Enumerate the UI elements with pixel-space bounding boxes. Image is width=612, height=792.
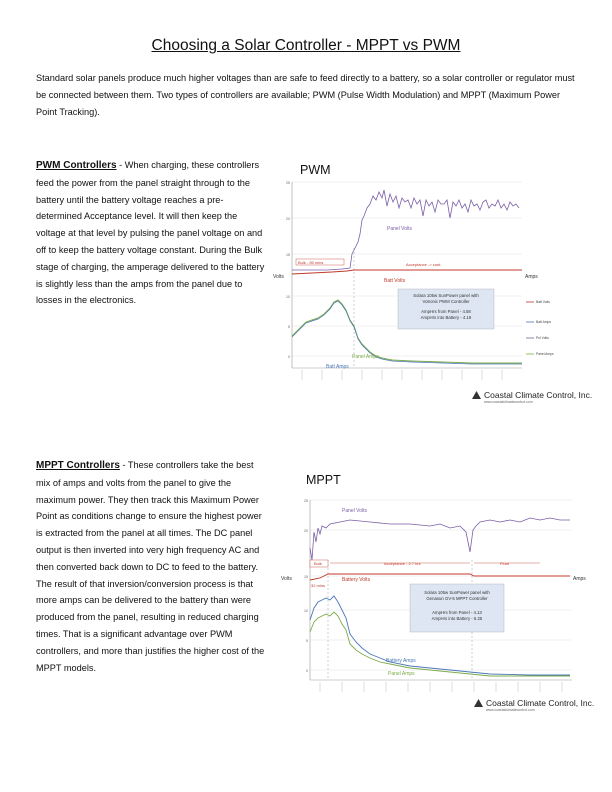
pwm-legend-3: Panel Amps [536,352,554,356]
svg-text:10: 10 [304,609,308,613]
pwm-info-line1: Solara 105w SunPower panel with [413,293,479,298]
svg-text:0: 0 [306,669,308,673]
pwm-info-line2: Votronic PWM Controller [422,299,470,304]
pwm-chart-title: PWM [300,163,331,177]
svg-text:15: 15 [286,253,290,257]
mppt-heading: MPPT Controllers [36,460,120,471]
pwm-batt-amps-label: Batt Amps [326,364,349,370]
pwm-chart [272,178,578,386]
pwm-bulk-label: Bulk - 55 mins [298,260,324,265]
pwm-brand [472,390,592,404]
mppt-brand [474,698,594,712]
pwm-brand-sub: www.coastalclimatecontrol.com [484,400,533,404]
mppt-acceptance-label: Acceptance - 2.7 hrs [384,561,421,566]
mppt-float-label: Float [500,561,509,566]
mppt-brand-sub: www.coastalclimatecontrol.com [486,708,535,712]
intro-paragraph: Standard solar panels produce much higher voltages than are safe to feed directly to a battery, so a solar controller or regulator must be connected between them. Two types of controllers are available; PWM (Pulse Width Modulation) and MPPT (Maximum Power Point Tracking). [36,73,575,117]
pwm-body: - When charging, these controllers feed the power from the panel straight through to the battery until the battery voltage reaches a pre-determined Acceptance level. It will then keep the voltage at that level by pulsing the panel voltage on and off to keep the battery voltage constant. During the Bulk stage of charging, the amperage delivered to the battery is slightly less than the amps from the panel due to losses in the electronics. [36,160,265,306]
mppt-info-line2: Genasun GV-5 MPPT Controller [426,596,488,601]
pwm-description [36,157,266,309]
mppt-chart [281,490,590,695]
mppt-body: - These controllers take the best mix of amps and volts from the panel to give the maximum power. They then track this Maximum Power Point as conditions change to ensure the highest power is extracted from the panel at all times. The DC panel output is then inverted into very high frequency AC and then converted back down to DC to feed to the battery. The result of that inversion/conversion process is that more amps can be delivered to the battery than were produced from the panel, resulting in reduced charging times. That is a significant advantage over PWM controllers, and more than justifies the higher cost of the MPPT models. [36,460,265,673]
svg-text:20: 20 [304,529,308,533]
mppt-batt-volts-label: Battery Volts [342,577,371,583]
pwm-panel-amps-label: Panel Amps [352,354,379,360]
mppt-bulk-time: 32 mins [311,583,326,588]
mppt-info-line4: AmpHrs into Battery - 5.25 [431,616,483,621]
pwm-batt-volts-label: Batt Volts [384,278,406,284]
pwm-acceptance-label: Acceptance -> cont. [406,262,442,267]
pwm-info-line4: AmpHrs into Battery - 4.19 [420,315,472,320]
mppt-info-line3: AmpHrs from Panel - 4.13 [432,610,482,615]
pwm-brand-name: Coastal Climate Control, Inc. [484,390,593,400]
brand-logo-icon [472,391,481,399]
svg-text:25: 25 [304,499,308,503]
mppt-description [36,457,266,676]
pwm-legend-1: Batt Amps [536,320,552,324]
mppt-brand-name: Coastal Climate Control, Inc. [486,698,595,708]
page-title: Choosing a Solar Controller - MPPT vs PWM [151,37,461,54]
pwm-panel-volts-label: Panel Volts [387,226,413,232]
svg-text:5: 5 [288,325,290,329]
mppt-panel-volts-label: Panel Volts [342,508,368,514]
mppt-info-line1: Solara 105w SunPower panel with [424,590,490,595]
pwm-legend-0: Batt Volts [536,300,550,304]
mppt-amps-axis: Amps [573,576,586,582]
pwm-info-line3: AmpHrs from Panel - 4.58 [421,309,471,314]
svg-text:10: 10 [286,295,290,299]
pwm-volts-axis: Volts [273,274,284,280]
svg-text:25: 25 [286,181,290,185]
svg-text:0: 0 [288,355,290,359]
pwm-amps-axis: Amps [525,274,538,280]
mppt-batt-amps-label: Battery Amps [386,658,416,664]
brand-logo-icon [474,699,483,707]
svg-text:15: 15 [304,575,308,579]
pwm-legend-2: Pnl Volts [536,336,549,340]
svg-text:5: 5 [306,639,308,643]
mppt-bulk-label: Bulk [314,561,322,566]
pwm-heading: PWM Controllers [36,160,117,171]
mppt-chart-title: MPPT [306,473,341,487]
mppt-volts-axis: Volts [281,576,292,582]
svg-text:20: 20 [286,217,290,221]
mppt-panel-amps-label: Panel Amps [388,671,415,677]
